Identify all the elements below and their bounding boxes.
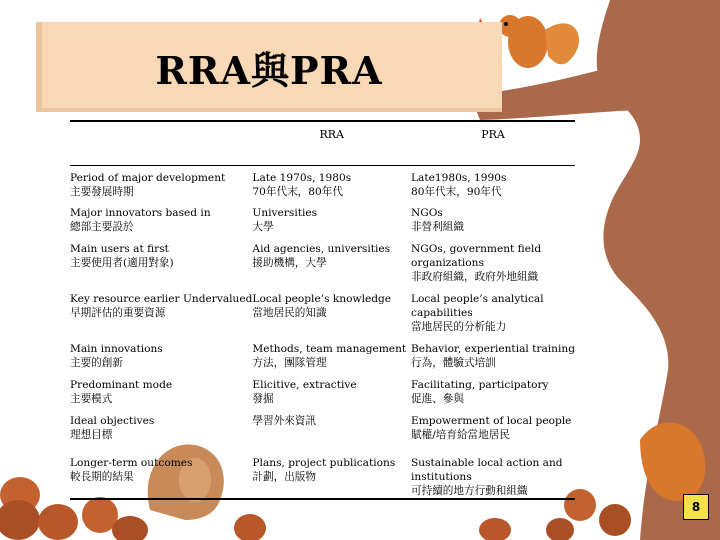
rra-cell bbox=[252, 287, 411, 337]
row-label-line: Major innovators based in bbox=[70, 207, 211, 219]
row-label bbox=[70, 201, 252, 237]
pra-cell bbox=[411, 409, 575, 451]
rra-cell-line: 援助機構，大學 bbox=[252, 257, 327, 269]
pra-cell-line: capabilities bbox=[411, 307, 473, 319]
rra-cell-line: Universities bbox=[252, 207, 318, 219]
rra-cell-line: Local people’s knowledge bbox=[252, 293, 392, 305]
pra-cell bbox=[411, 201, 575, 237]
row-label-line: 主要發展時期 bbox=[70, 185, 134, 198]
row-label-line: Key resource earlier Undervalued bbox=[70, 293, 253, 305]
pra-cell-line: 賦權/培育給當地居民 bbox=[411, 429, 510, 441]
table-row bbox=[70, 165, 575, 201]
pra-cell bbox=[411, 337, 575, 373]
rra-cell-line: 大學 bbox=[252, 221, 274, 233]
pra-cell-line: organizations bbox=[411, 257, 484, 269]
rra-cell-line: 計劃，出版物 bbox=[252, 471, 316, 483]
header-pra: PRA bbox=[481, 128, 505, 141]
row-label bbox=[70, 165, 252, 201]
rra-cell bbox=[252, 165, 411, 201]
row-label-line: 總部主要設於 bbox=[70, 221, 134, 233]
table-row bbox=[70, 287, 575, 337]
rra-cell-line: Elicitive, extractive bbox=[252, 379, 357, 391]
row-label-line: Ideal objectives bbox=[70, 415, 155, 427]
rra-cell bbox=[252, 337, 411, 373]
rra-cell-line: 方法，團隊管理 bbox=[252, 357, 327, 369]
row-label bbox=[70, 373, 252, 409]
pra-cell-line: 可持續的地方行動和組織 bbox=[411, 485, 528, 497]
header-blank bbox=[70, 121, 252, 165]
table-header-row bbox=[70, 121, 575, 165]
pra-cell-line: institutions bbox=[411, 471, 472, 483]
row-label-line: Main innovations bbox=[70, 343, 163, 355]
pra-cell-line: Empowerment of local people bbox=[411, 415, 572, 427]
pra-cell-line: Late1980s, 1990s bbox=[411, 171, 507, 184]
rra-cell-line: 發掘 bbox=[252, 393, 274, 405]
pra-cell-line: NGOs bbox=[411, 207, 443, 219]
pra-cell-line: 非營利組織 bbox=[411, 221, 464, 233]
rra-cell-line: 70年代末，80年代 bbox=[252, 185, 343, 198]
table-row bbox=[70, 409, 575, 451]
pra-cell-line: NGOs, government field bbox=[411, 243, 542, 255]
header-rra: RRA bbox=[319, 128, 344, 141]
row-label-line: 主要使用者(適用對象) bbox=[70, 257, 174, 269]
table-row bbox=[70, 201, 575, 237]
rra-cell bbox=[252, 237, 411, 287]
pra-cell-line: Facilitating, participatory bbox=[411, 379, 549, 391]
row-label-line: 理想目標 bbox=[70, 429, 113, 441]
slide-title: RRA與PRA bbox=[155, 48, 383, 93]
row-label-line: 早期評估的重要資源 bbox=[70, 307, 166, 319]
pra-cell bbox=[411, 287, 575, 337]
table-row bbox=[70, 237, 575, 287]
rra-cell-line: Methods, team management bbox=[252, 343, 407, 355]
rra-cell-line: Plans, project publications bbox=[252, 457, 396, 469]
rra-cell bbox=[252, 451, 411, 499]
pra-cell-line: 80年代末，90年代 bbox=[411, 185, 502, 198]
rra-cell bbox=[252, 409, 411, 451]
pra-cell-line: 非政府組織，政府外地組織 bbox=[411, 271, 539, 283]
rra-cell-line: Late 1970s, 1980s bbox=[252, 171, 352, 184]
row-label bbox=[70, 409, 252, 451]
table-row bbox=[70, 451, 575, 499]
row-label bbox=[70, 337, 252, 373]
pra-cell bbox=[411, 373, 575, 409]
row-label-line: Main users at first bbox=[70, 243, 169, 255]
page-number-badge: 8 bbox=[683, 494, 709, 520]
row-label-line: 主要的創新 bbox=[70, 357, 123, 369]
table-body bbox=[70, 165, 575, 499]
pra-cell bbox=[411, 165, 575, 201]
pra-cell-line: Local people’s analytical bbox=[411, 293, 544, 305]
row-label-line: Longer-term outcomes bbox=[70, 457, 193, 469]
table-row bbox=[70, 337, 575, 373]
rra-cell-line: Aid agencies, universities bbox=[252, 243, 391, 255]
row-label-line: 主要模式 bbox=[70, 393, 113, 405]
rra-cell bbox=[252, 373, 411, 409]
rra-pra-comparison-table bbox=[70, 120, 575, 500]
pra-cell-line: 當地居民的分析能力 bbox=[411, 321, 507, 333]
row-label bbox=[70, 451, 252, 499]
pra-cell-line: Sustainable local action and bbox=[411, 457, 563, 469]
row-label-line: Predominant mode bbox=[70, 379, 173, 391]
row-label-line: 較長期的結果 bbox=[70, 471, 134, 483]
rra-cell-line: 學習外來資訊 bbox=[252, 415, 316, 427]
table-row bbox=[70, 373, 575, 409]
row-label-line: Period of major development bbox=[70, 171, 226, 184]
row-label bbox=[70, 287, 252, 337]
pra-cell-line: 行為，體驗式培訓 bbox=[411, 357, 496, 369]
pra-cell-line: Behavior, experiential training bbox=[411, 343, 575, 355]
pra-cell bbox=[411, 451, 575, 499]
pra-cell-line: 促進、參與 bbox=[411, 393, 464, 405]
pra-cell bbox=[411, 237, 575, 287]
squirrel-icon bbox=[499, 15, 579, 68]
row-label bbox=[70, 237, 252, 287]
rra-cell-line: 當地居民的知識 bbox=[252, 307, 327, 319]
rra-cell bbox=[252, 201, 411, 237]
